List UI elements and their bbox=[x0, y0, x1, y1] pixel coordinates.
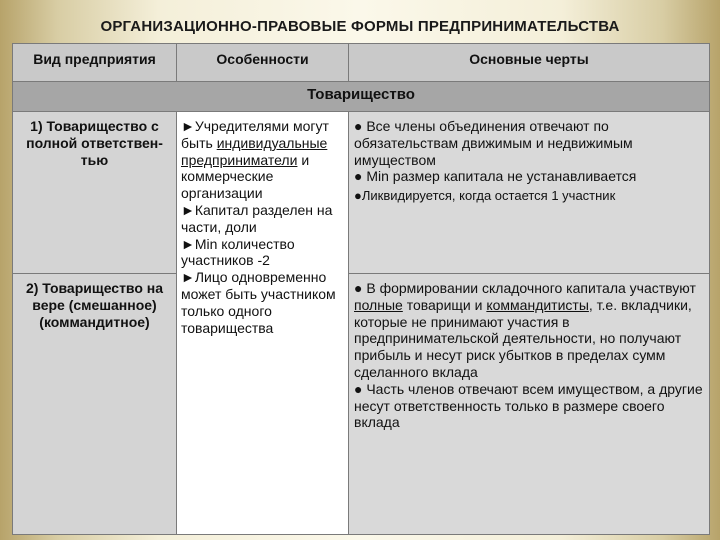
section-row bbox=[13, 82, 710, 112]
table-header-row bbox=[13, 44, 710, 82]
table-row bbox=[13, 112, 710, 274]
header-kind: Вид предприятия bbox=[13, 44, 177, 82]
trait-capital-formation: ● В формировании складочного капитала участвуют полные товарищи и коммандитисты, т.е. вкладчики, которые не принимают участия в предпринимательской деятельности, но получают прибыль и несут риск убытков в пределах сумм сделанного вклада bbox=[354, 280, 696, 380]
trait-partial-liability: ● Часть членов отвечают всем имуществом, а другие несут ответственность только в размере своего вклада bbox=[354, 380, 703, 431]
kind-cell-limited-partnership: 2) Товарищество на вере (смешанное) (коммандитное) bbox=[13, 274, 177, 535]
page-title: ОРГАНИЗАЦИОННО-ПРАВОВЫЕ ФОРМЫ ПРЕДПРИНИМАТЕЛЬСТВА bbox=[100, 18, 620, 35]
legal-forms-table bbox=[12, 43, 710, 535]
table-row bbox=[13, 274, 710, 535]
traits-cell-limited-partnership bbox=[349, 274, 710, 535]
trait-liquidation: ●Ликвидируется, когда остается 1 участник bbox=[354, 188, 616, 204]
trait-min-capital: ● Min размер капитала не устанавливается bbox=[354, 168, 637, 185]
header-features: Особенности bbox=[177, 44, 349, 82]
header-traits: Основные черты bbox=[349, 44, 710, 82]
kind-cell-full-partnership: 1) Товарищество с полной ответствен-тью bbox=[13, 112, 177, 274]
feature-capital: ►Капитал разделен на части, доли bbox=[181, 201, 333, 235]
section-title: Товарищество bbox=[13, 82, 710, 112]
trait-liability: ● Все члены объединения отвечают по обязательствам движимым и недвижимым имуществом bbox=[354, 118, 633, 168]
traits-cell-full-partnership bbox=[349, 112, 710, 274]
feature-min-participants: ►Min количество участников -2 bbox=[181, 235, 295, 269]
feature-single-membership: ►Лицо одновременно может быть участником только одного товарищества bbox=[181, 269, 336, 336]
features-cell bbox=[177, 112, 349, 535]
feature-founders: ►Учредителями могут быть индивидуальные предприниматели и коммерческие организации bbox=[181, 118, 329, 202]
